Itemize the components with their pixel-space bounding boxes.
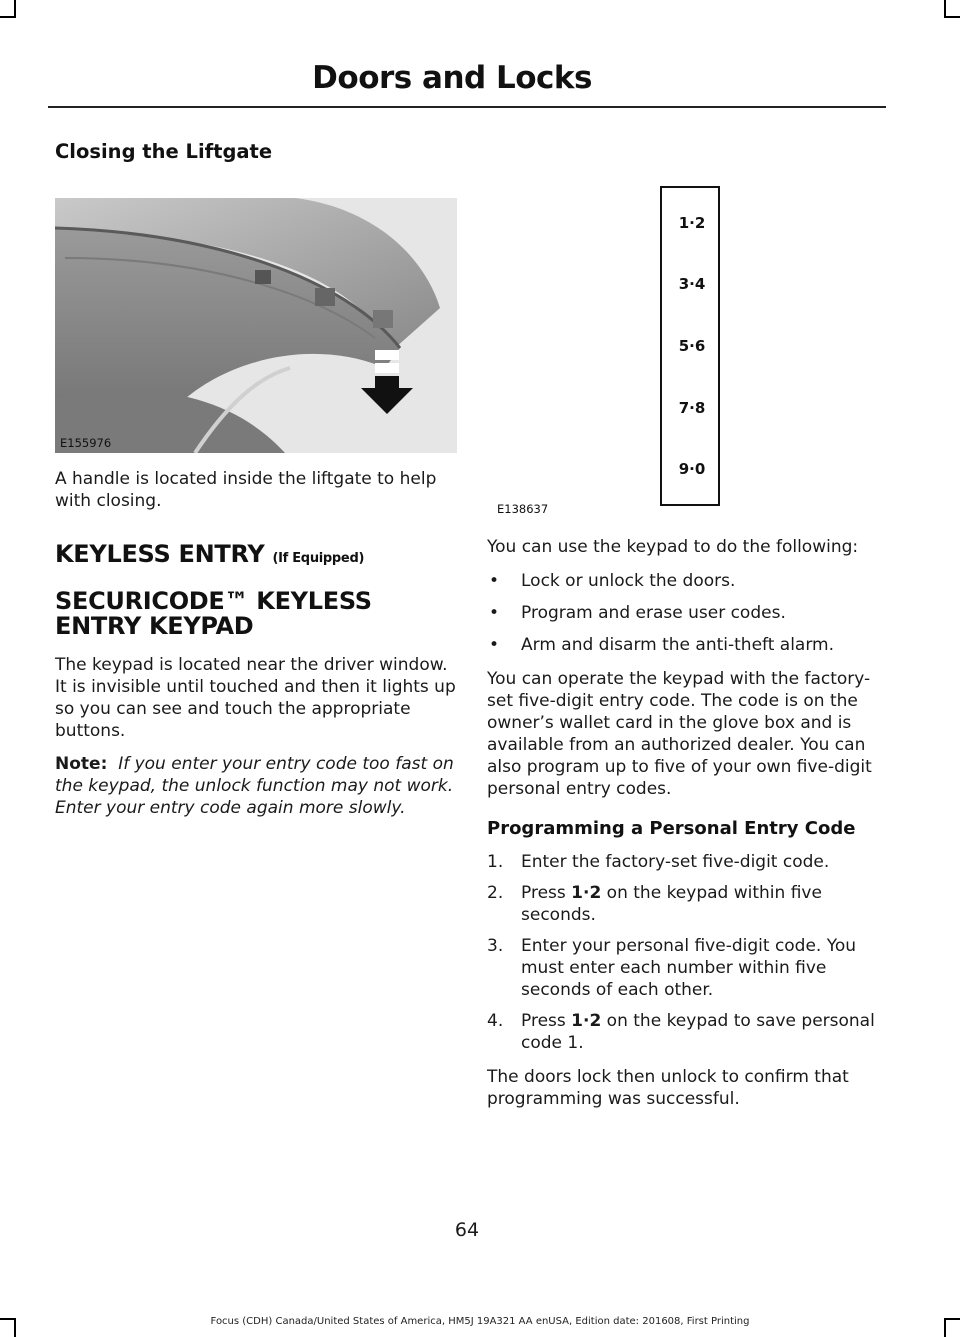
note-label: Note:	[55, 753, 108, 774]
keypad-key: 5·6	[678, 337, 706, 355]
keypad-description: The keypad is located near the driver window. It is invisible until touched and then it lights up so you can see and touch the appropriate buttons.	[55, 654, 456, 741]
left-body	[55, 468, 457, 819]
programming-steps	[487, 851, 885, 1054]
securicode-heading: SECURICODE™ KEYLESS ENTRY KEYPAD	[55, 587, 372, 641]
keyless-heading	[55, 542, 457, 567]
list-item: • Program and erase user codes.	[489, 603, 786, 623]
keypad-key: 3·4	[678, 275, 706, 293]
keypad-key: 7·8	[678, 399, 706, 417]
header-rule	[48, 106, 886, 108]
bullet-mark: •	[489, 571, 500, 591]
step-item: 1. Enter the factory-set five-digit code.	[487, 852, 830, 872]
keyless-title: KEYLESS ENTRY	[55, 540, 265, 568]
list-item: • Lock or unlock the doors.	[489, 571, 736, 591]
feature-list	[487, 570, 885, 656]
operate-text: You can operate the keypad with the factory-set five-digit entry code. The code is on the owner’s wallet card in the glove box and is available from an authorized dealer. You can also program up to five of your own five-digit personal entry codes.	[487, 669, 872, 799]
step-item: 2. Press 1·2 on the keypad within five seconds.	[487, 883, 822, 925]
page-number: 64	[454, 1219, 480, 1241]
image-code: E138637	[497, 502, 549, 516]
page-title: Doors and Locks	[312, 60, 592, 96]
liftgate-illustration	[55, 198, 457, 453]
crop-mark	[0, 16, 16, 18]
list-item: • Arm and disarm the anti-theft alarm.	[489, 635, 834, 655]
keyless-qualifier: (If Equipped)	[272, 551, 365, 566]
left-column	[55, 140, 457, 163]
programming-heading: Programming a Personal Entry Code	[487, 818, 856, 839]
liftgate-drawing	[55, 198, 457, 453]
footer: Focus (CDH) Canada/United States of America, HM5J 19A321 AA enUSA, Edition date: 201608, First Printing	[210, 1316, 750, 1327]
closing-heading: Closing the Liftgate	[55, 140, 273, 163]
liftgate-text: A handle is located inside the liftgate to help with closing.	[55, 469, 437, 511]
confirm-text: The doors lock then unlock to confirm that programming was successful.	[487, 1067, 849, 1109]
note-paragraph	[55, 753, 457, 819]
step-item: 3. Enter your personal five-digit code. You must enter each number within five seconds of each other.	[487, 936, 857, 1000]
bullet-mark: •	[489, 603, 500, 623]
image-code: E155976	[60, 436, 112, 450]
step-item: 4. Press 1·2 on the keypad to save personal code 1.	[487, 1011, 875, 1053]
keypad-key: 1·2	[678, 214, 706, 232]
right-body	[487, 536, 885, 1110]
note-text: If you enter your entry code too fast on the keypad, the unlock function may not work. Enter your entry code again more slowly.	[55, 753, 454, 818]
keypad-key: 9·0	[678, 460, 706, 478]
crop-mark	[944, 16, 960, 18]
keypad-illustration	[660, 186, 720, 506]
bullet-mark: •	[489, 635, 500, 655]
keypad-intro: You can use the keypad to do the following:	[487, 537, 859, 557]
